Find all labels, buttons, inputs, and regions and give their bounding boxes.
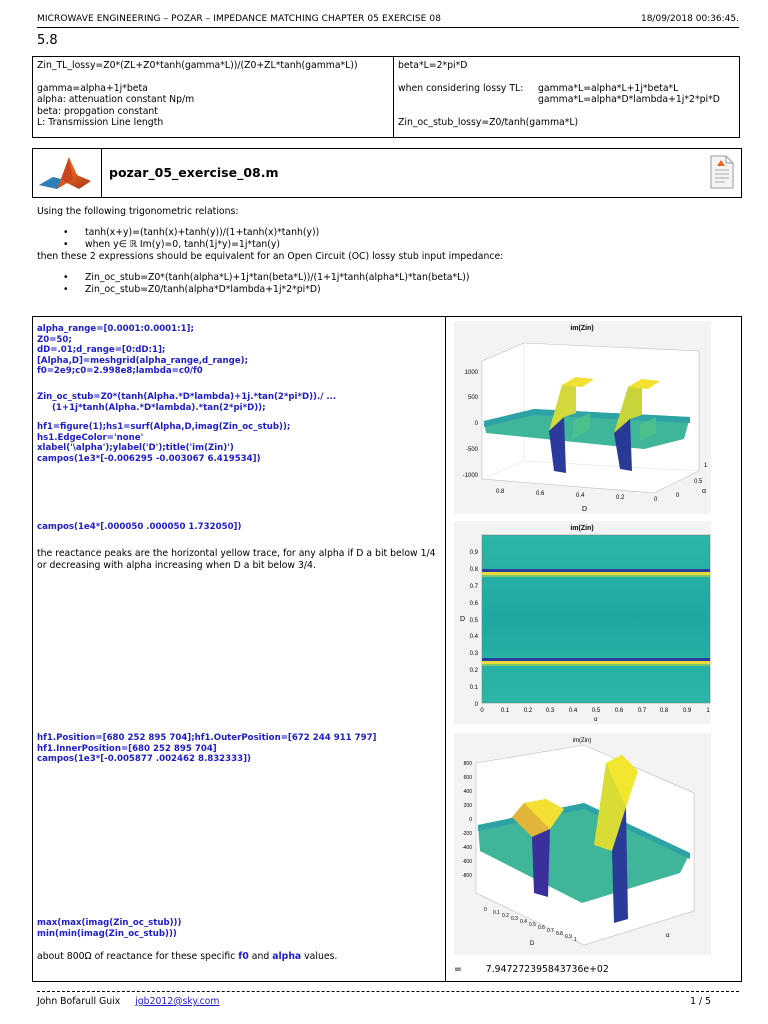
document-icon: [709, 154, 735, 194]
reactance-summary: about 800Ω of reactance for these specific f0 and alpha values.: [37, 951, 338, 962]
code-block-setup: alpha_range=[0.0001:0.0001:1]; Z0=50; dD=.01;d_range=[0:dD:1]; [Alpha,D]=meshgrid(alpha_range,d_range); f0=2e9;c0=2.998e8;lambda=c0/f0: [37, 324, 249, 376]
page-footer: [37, 996, 739, 1007]
svg-text:0.9: 0.9: [682, 708, 692, 714]
plot1-title: im(Zin): [570, 325, 594, 332]
code-block-surf: hf1=figure(1);hs1=surf(Alpha,D,imag(Zin_oc_stub)); hs1.EdgeColor='none' xlabel('\alpha');ylabel('D');title('im(Zin)') campos(1e3*[-0.006295 -0.003067 6.419534]): [37, 422, 291, 464]
svg-text:0: 0: [484, 907, 487, 913]
lossy-label: when considering lossy TL:: [398, 82, 524, 94]
svg-text:800: 800: [463, 761, 472, 767]
svg-text:0.6: 0.6: [614, 708, 624, 714]
svg-text:-600: -600: [461, 859, 472, 865]
svg-text:0.4: 0.4: [576, 493, 585, 499]
svg-text:500: 500: [467, 395, 478, 401]
reactance-peaks-comment: the reactance peaks are the horizontal yellow trace, for any alpha if D a bit below 1/4 or decreasing with alpha increasing when D a bit below 3/4.: [37, 548, 436, 571]
svg-text:0.6: 0.6: [538, 925, 545, 931]
script-banner: [32, 148, 742, 198]
svg-text:0.1: 0.1: [469, 685, 478, 691]
svg-text:D: D: [530, 941, 535, 947]
svg-text:0.5: 0.5: [694, 479, 703, 485]
svg-text:0.3: 0.3: [545, 708, 555, 714]
svg-text:0.8: 0.8: [659, 708, 669, 714]
document-title: MICROWAVE ENGINEERING – POZAR – IMPEDANCE MATCHING CHAPTER 05 EXERCISE 08: [37, 14, 442, 24]
svg-text:400: 400: [463, 789, 472, 795]
svg-text:α: α: [594, 717, 598, 723]
document-datetime: 18/09/2018 00:36:45.: [640, 14, 739, 24]
plot3-title: im(Zin): [572, 738, 592, 744]
expression-1: • Zin_oc_stub=Z0*(tanh(alpha*L)+1j*tan(beta*L))/(1+1j*tanh(alpha*L)*tan(beta*L)): [37, 272, 737, 284]
beta-l-formula: beta*L=2*pi*D: [398, 60, 468, 71]
svg-text:0.6: 0.6: [536, 491, 545, 497]
svg-text:0.1: 0.1: [500, 708, 510, 714]
alpha-line: alpha: attenuation constant Np/m: [37, 94, 195, 105]
svg-text:-400: -400: [461, 845, 472, 851]
svg-text:0.7: 0.7: [469, 584, 478, 590]
author-email-link[interactable]: jgb2012@sky.com: [135, 996, 220, 1007]
section-number: 5.8: [37, 33, 58, 48]
svg-text:0.4: 0.4: [568, 708, 578, 714]
svg-text:0: 0: [676, 493, 680, 499]
max-output-value: 7.947272395843736e+02: [485, 964, 609, 975]
code-block-maxmin: max(max(imag(Zin_oc_stub))) min(min(imag(Zin_oc_stub))): [37, 918, 182, 939]
svg-text:0.5: 0.5: [469, 618, 478, 624]
svg-text:0.7: 0.7: [637, 708, 647, 714]
svg-text:0.5: 0.5: [591, 708, 601, 714]
svg-text:-200: -200: [461, 831, 472, 837]
script-filename: pozar_05_exercise_08.m: [109, 165, 279, 180]
gamma-l-formula-1: gamma*L=alpha*L+1j*beta*L: [538, 82, 679, 94]
formula-cell-left: [33, 57, 394, 138]
code-block-position: hf1.Position=[680 252 895 704];hf1.OuterPosition=[672 244 911 797] hf1.InnerPosition=[680 252 895 704] campos(1e3*[-0.005877 .002462 8.832333]): [37, 733, 377, 764]
svg-text:-500: -500: [465, 447, 478, 453]
svg-text:0.8: 0.8: [469, 567, 478, 573]
svg-text:0: 0: [474, 702, 478, 708]
trig-relation-1: • tanh(x+y)=(tanh(x)+tanh(y))/(1+tanh(x)*tanh(y)): [37, 227, 737, 239]
zin-tl-lossy-formula: Zin_TL_lossy=Z0*(ZL+Z0*tanh(gamma*L))/(Z0+ZL*tanh(gamma*L)): [37, 60, 358, 71]
svg-text:0.2: 0.2: [616, 495, 625, 501]
plot-top-view: [454, 521, 711, 724]
svg-text:0.9: 0.9: [565, 934, 572, 940]
svg-text:200: 200: [463, 803, 472, 809]
equivalence-text: then these 2 expressions should be equivalent for an Open Circuit (OC) lossy stub input impedance:: [37, 251, 504, 262]
matlab-logo: [33, 149, 102, 197]
svg-text:0: 0: [654, 497, 658, 503]
svg-text:0: 0: [469, 817, 472, 823]
page-number: 1 / 5: [690, 996, 711, 1007]
code-block-zin: Zin_oc_stub=Z0*(tanh(Alpha.*D*lambda)+1j.*tan(2*pi*D))./ ... (1+1j*tanh(Alpha.*D*lambda).*tan(2*pi*D));: [37, 392, 337, 413]
svg-text:α: α: [702, 488, 707, 495]
svg-text:600: 600: [463, 775, 472, 781]
gamma-l-formula-2: gamma*L=alpha*D*lambda+1j*2*pi*D: [538, 94, 720, 105]
formula-cell-right: [394, 57, 740, 138]
svg-text:0: 0: [474, 421, 478, 427]
expression-2: • Zin_oc_stub=Z0/tanh(alpha*D*lambda+1j*2*pi*D): [37, 284, 737, 296]
trig-relation-2: • when y∈ ℝ Im(y)=0, tanh(1j*y)=1j*tan(y): [37, 239, 737, 251]
max-output: = 7.947272395843736e+02: [454, 964, 609, 975]
trig-intro: Using the following trigonometric relations:: [37, 206, 239, 217]
length-line: L: Transmission Line length: [37, 117, 164, 128]
svg-text:0: 0: [480, 708, 484, 714]
svg-text:0.3: 0.3: [469, 651, 478, 657]
plot2-title: im(Zin): [570, 525, 594, 532]
svg-text:0.8: 0.8: [496, 489, 505, 495]
svg-text:D: D: [582, 506, 588, 513]
intro-section: [37, 206, 737, 296]
svg-text:0.2: 0.2: [502, 913, 509, 919]
code-block-campos-top: campos(1e4*[.000050 .000050 1.732050]): [37, 522, 242, 532]
plot-surface-3d: [454, 321, 711, 514]
svg-text:1000: 1000: [464, 370, 478, 376]
svg-text:0.7: 0.7: [547, 928, 554, 934]
zin-oc-stub-lossy-formula: Zin_oc_stub_lossy=Z0/tanh(gamma*L): [398, 116, 579, 128]
header-divider: [37, 27, 739, 28]
footer-divider: [37, 991, 739, 992]
svg-text:0.2: 0.2: [469, 668, 478, 674]
column-divider: [445, 317, 446, 981]
beta-line: beta: propgation constant: [37, 105, 158, 117]
svg-text:0.5: 0.5: [529, 922, 536, 928]
plot-surface-rotated: [454, 733, 711, 955]
svg-text:1: 1: [706, 708, 710, 714]
svg-text:0.1: 0.1: [493, 910, 500, 916]
svg-text:α: α: [666, 933, 670, 939]
formula-table: [32, 56, 740, 138]
gamma-line: gamma=alpha+1j*beta: [37, 82, 148, 94]
svg-text:0.3: 0.3: [511, 916, 518, 922]
svg-text:1: 1: [704, 463, 708, 469]
svg-text:0.8: 0.8: [556, 931, 563, 937]
svg-text:0.4: 0.4: [520, 919, 527, 925]
svg-text:0.6: 0.6: [469, 601, 478, 607]
svg-text:0.9: 0.9: [469, 550, 478, 556]
svg-text:0.4: 0.4: [469, 634, 478, 640]
svg-text:0.2: 0.2: [523, 708, 533, 714]
svg-text:D: D: [460, 616, 466, 623]
author-name: John Bofarull Guix: [37, 996, 121, 1007]
svg-text:-1000: -1000: [462, 473, 478, 479]
svg-text:1: 1: [574, 937, 577, 943]
svg-text:-800: -800: [461, 873, 472, 879]
